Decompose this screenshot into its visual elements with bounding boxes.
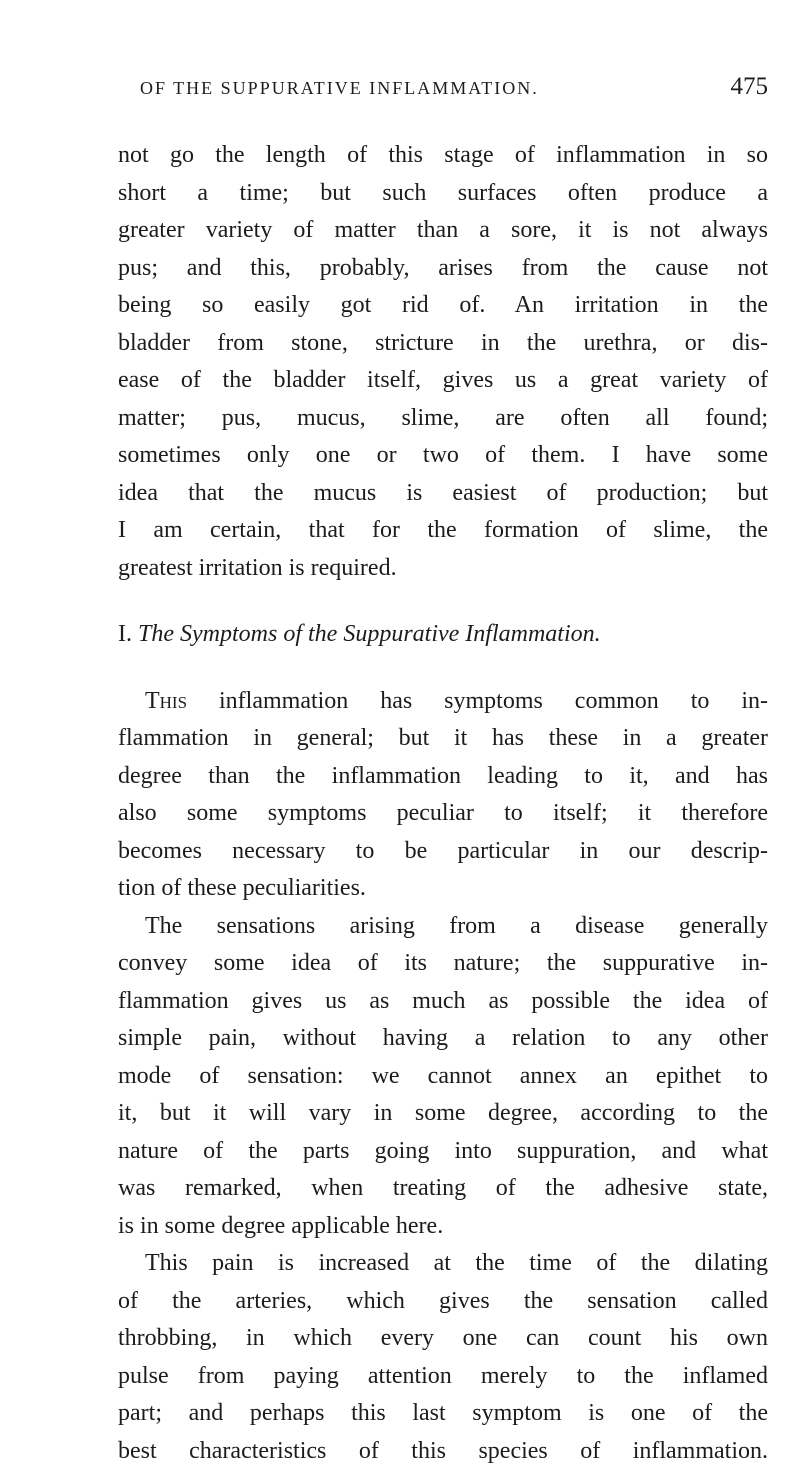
text-line: is in some degree applicable here. [118, 1208, 768, 1246]
text-line: tion of these peculiarities. [118, 870, 768, 908]
body-text [118, 137, 768, 1470]
text-line: also some symptoms peculiar to itself; it therefore [118, 795, 768, 833]
paragraph [118, 683, 768, 908]
text-line: idea that the mucus is easiest of production; but [118, 475, 768, 513]
text-line-rest: inflammation has symptoms common to in- [187, 688, 768, 714]
text-line: of the arteries, which gives the sensation called [118, 1283, 768, 1321]
text-line: nature of the parts going into suppuration, and what [118, 1133, 768, 1171]
text-line: sometimes only one or two of them. I have some [118, 437, 768, 475]
paragraph [118, 908, 768, 1246]
text-line: convey some idea of its nature; the suppurative in- [118, 945, 768, 983]
text-line [118, 683, 768, 721]
running-title: OF THE SUPPURATIVE INFLAMMATION. [140, 78, 539, 99]
text-line: The sensations arising from a disease generally [118, 908, 768, 946]
text-line: short a time; but such surfaces often produce a [118, 175, 768, 213]
text-line: being so easily got rid of. An irritation in the [118, 287, 768, 325]
text-line: ease of the bladder itself, gives us a great variety of [118, 362, 768, 400]
text-line: not go the length of this stage of inflammation in so [118, 137, 768, 175]
section-heading [118, 616, 768, 654]
text-line: matter; pus, mucus, slime, are often all found; [118, 400, 768, 438]
text-line: I am certain, that for the formation of slime, the [118, 512, 768, 550]
text-line: it, but it will vary in some degree, according to the [118, 1095, 768, 1133]
running-head [118, 78, 768, 108]
text-line: mode of sensation: we cannot annex an epithet to [118, 1058, 768, 1096]
text-line: greater variety of matter than a sore, it is not always [118, 212, 768, 250]
drop-word: This [145, 688, 187, 714]
section-number: I. [118, 621, 132, 647]
text-line: pulse from paying attention merely to the inflamed [118, 1358, 768, 1396]
text-line: flammation gives us as much as possible the idea of [118, 983, 768, 1021]
text-line: This pain is increased at the time of the dilating [118, 1245, 768, 1283]
text-line: was remarked, when treating of the adhesive state, [118, 1170, 768, 1208]
text-line: throbbing, in which every one can count his own [118, 1320, 768, 1358]
text-line: flammation in general; but it has these in a greater [118, 720, 768, 758]
text-line: simple pain, without having a relation to any other [118, 1020, 768, 1058]
text-line: best characteristics of this species of inflammation. [118, 1433, 768, 1470]
text-line: bladder from stone, stricture in the urethra, or dis- [118, 325, 768, 363]
text-line: becomes necessary to be particular in our descrip- [118, 833, 768, 871]
paragraph [118, 1245, 768, 1470]
paragraph [118, 137, 768, 587]
text-line: degree than the inflammation leading to it, and has [118, 758, 768, 796]
section-title: The Symptoms of the Suppurative Inflammation. [138, 621, 601, 647]
text-line: pus; and this, probably, arises from the cause not [118, 250, 768, 288]
text-line: greatest irritation is required. [118, 550, 768, 588]
page-number: 475 [731, 73, 769, 101]
text-line: part; and perhaps this last symptom is one of the [118, 1395, 768, 1433]
